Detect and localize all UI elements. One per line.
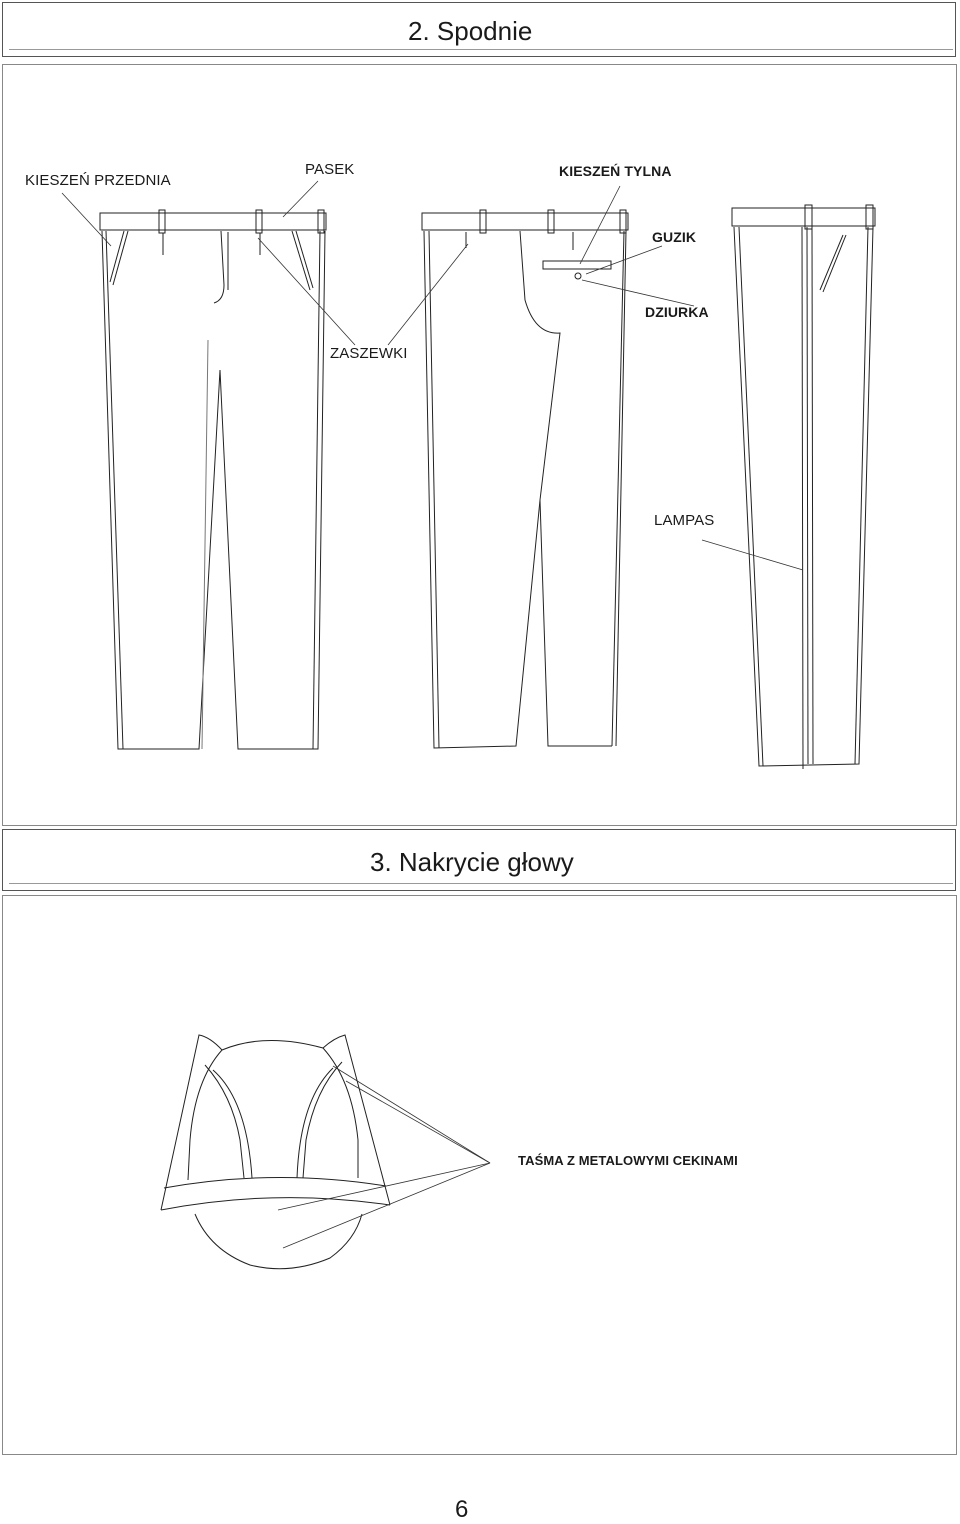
label-buttonhole: DZIURKA	[645, 304, 709, 320]
label-sequin-tape: TAŚMA Z METALOWYMI CEKINAMI	[518, 1153, 738, 1168]
page-number: 6	[455, 1496, 469, 1523]
headwear-section-title: 3. Nakrycie głowy	[370, 847, 574, 877]
label-back-pocket: KIESZEŃ TYLNA	[559, 163, 672, 179]
trousers-section-title: 2. Spodnie	[408, 16, 533, 46]
callout-lines-headwear	[278, 1066, 490, 1248]
label-side-stripe: LAMPAS	[654, 512, 715, 529]
front-trousers-illustration	[100, 210, 326, 749]
back-trousers-illustration	[422, 210, 628, 748]
side-trousers-illustration	[732, 205, 875, 769]
label-darts: ZASZEWKI	[330, 345, 408, 362]
label-front-pocket: KIESZEŃ PRZEDNIA	[25, 172, 171, 189]
headwear-illustration	[161, 1035, 390, 1269]
label-waistband: PASEK	[305, 161, 355, 178]
label-button: GUZIK	[652, 229, 697, 245]
